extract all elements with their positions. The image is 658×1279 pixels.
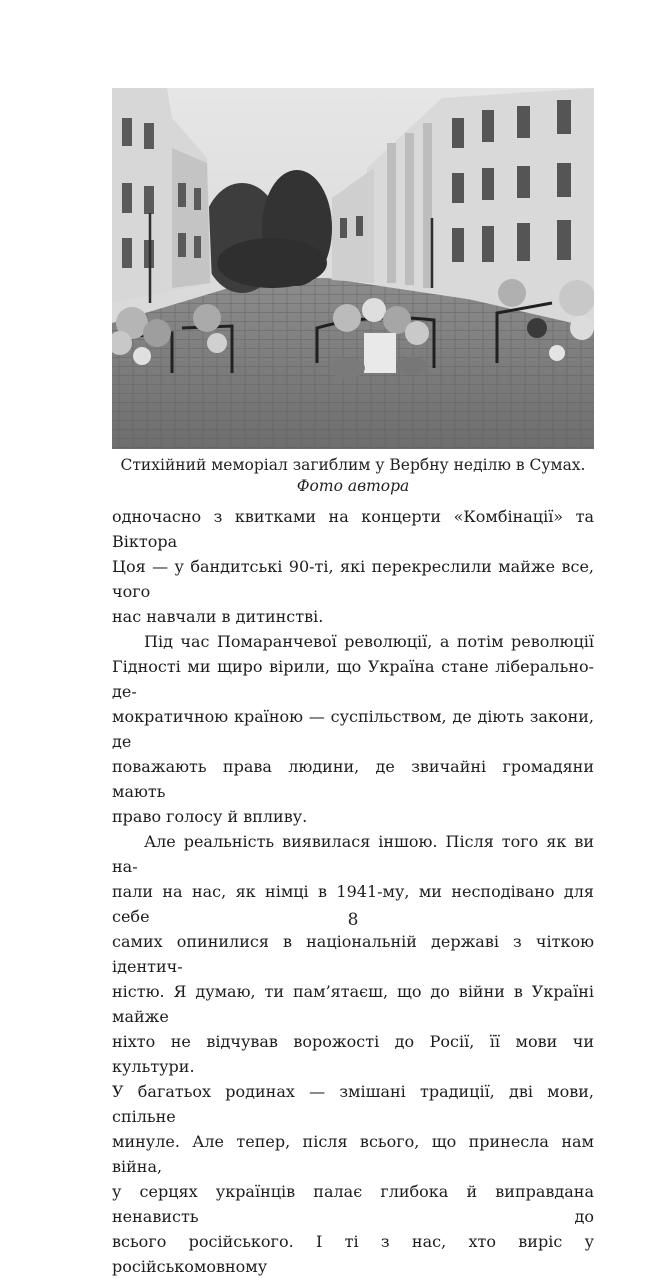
text-line: поважають права людини, де звичайні громадяни мають: [112, 757, 594, 801]
text-line: минуле. Але тепер, після всього, що принесла нам війна,: [112, 1132, 594, 1176]
text-line: Під час Помаранчевої революції, а потім революції: [144, 632, 594, 651]
text-line: У багатьох родинах — змішані традиції, дві мови, спільне: [112, 1082, 594, 1126]
body-text: [112, 504, 594, 1279]
text-line: нас навчали в дитинстві.: [112, 607, 324, 626]
street-memorial-photo: [112, 88, 594, 449]
text-line: всього російського. І ті з нас, хто виріс у російськомовному: [112, 1232, 594, 1276]
text-line: ністю. Я думаю, ти пам’ятаєш, що до війни в Україні майже: [112, 982, 594, 1026]
text-line: у серцях українців палає глибока й виправдана ненависть до: [112, 1182, 594, 1226]
text-line: одночасно з квитками на концерти «Комбінації» та Віктора: [112, 507, 594, 551]
caption-text: Стихійний меморіал загиблим у Вербну неділю в Сумах.: [120, 456, 586, 474]
text-line: Цоя — у бандитські 90-ті, які перекреслили майже все, чого: [112, 557, 594, 601]
paragraph: [112, 504, 594, 629]
text-line: ніхто не відчував ворожості до Росії, її мови чи культури.: [112, 1032, 594, 1076]
text-line: право голосу й впливу.: [112, 807, 308, 826]
text-line: мократичною країною — суспільством, де діють закони, де: [112, 707, 594, 751]
text-line: Але реальність виявилася іншою. Після того як ви на-: [112, 832, 594, 876]
page-number: 8: [347, 910, 359, 930]
paragraph: [112, 829, 594, 1279]
paragraph: [112, 629, 594, 829]
text-line: самих опинилися в національній державі з чіткою ідентич-: [112, 932, 594, 976]
text-line: Гідності ми щиро вірили, що Україна стане ліберально-де-: [112, 657, 594, 701]
photo-caption: [112, 455, 594, 497]
text-line: пали на нас, як німці в 1941-му, ми несподівано для себе: [112, 882, 594, 926]
caption-credit: Фото автора: [296, 477, 410, 495]
